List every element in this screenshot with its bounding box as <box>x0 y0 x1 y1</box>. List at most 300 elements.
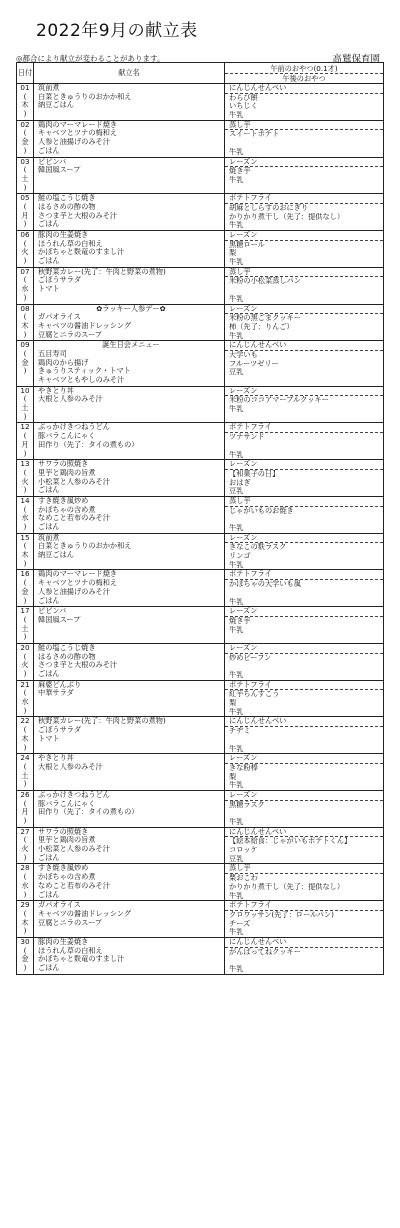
pm-snack: 牛乳 <box>229 928 244 937</box>
menu-item <box>34 625 224 634</box>
menu-item: かぼちゃと麩竜のすまし汁 <box>38 955 125 964</box>
weekday: 金 <box>21 954 29 964</box>
am-snack: レーズン <box>225 158 383 168</box>
menu-item: 田作り（先了：タイの煮もの） <box>38 440 139 449</box>
paren: ( <box>23 614 27 624</box>
table-row <box>17 460 384 497</box>
pm-snack: 牛乳 <box>229 221 244 230</box>
table-row <box>17 607 384 644</box>
menu-cell <box>34 901 225 938</box>
date-cell <box>17 790 34 827</box>
menu-cell <box>34 754 225 791</box>
menu-cell <box>34 423 225 460</box>
table-row <box>17 717 384 754</box>
menu-item <box>34 817 224 826</box>
snack-cell <box>225 386 384 423</box>
menu-item <box>34 780 224 789</box>
spacer <box>17 376 33 385</box>
page-title: 2022年9月の献立表 <box>36 21 198 41</box>
menu-item: ぶっかけきつねうどん <box>38 423 110 432</box>
pm-snack: 大学いも <box>229 350 258 359</box>
day-number: 06 <box>20 230 30 239</box>
paren: ) <box>23 926 27 936</box>
snack-cell <box>225 267 384 304</box>
menu-item: かぼちゃの含め煮 <box>38 873 96 882</box>
day-number: 26 <box>20 789 30 799</box>
paren: ) <box>23 779 27 789</box>
paren: ) <box>23 219 27 229</box>
pm-snack: 【絵本給食：じゃがいもポテトくん】 <box>229 837 352 846</box>
menu-item <box>34 110 224 119</box>
pm-snack: 胡麻としらすのおにぎり <box>229 203 309 212</box>
menu-item: ほうれん草の白和え <box>38 239 103 248</box>
table-row <box>17 194 384 231</box>
weekday: 火 <box>21 476 29 486</box>
menu-item: 小松菜と人参のみそ汁 <box>38 477 110 486</box>
paren: ) <box>23 742 27 752</box>
menu-item: 韓国風スープ <box>38 166 81 175</box>
am-snack: ポテトフライ <box>225 681 383 691</box>
menu-item: キャベツの醤油ドレッシング <box>38 909 132 918</box>
day-number: 21 <box>20 679 30 689</box>
menu-cell <box>34 386 225 423</box>
snack-cell <box>225 341 384 386</box>
paren: ( <box>23 312 27 322</box>
date-cell <box>17 386 34 423</box>
pm-snack <box>225 185 383 194</box>
am-snack: 蒸し芋 <box>225 497 383 507</box>
pm-snack: 炒めビーフン <box>229 653 272 662</box>
pm-snack <box>225 414 383 423</box>
menu-item: 鶏肉のから揚げ <box>38 358 89 367</box>
paren: ( <box>23 725 27 735</box>
date-cell <box>17 231 34 268</box>
am-snack: ポテトフライ <box>225 194 383 204</box>
weekday: 月 <box>21 439 29 449</box>
weekday: 火 <box>21 844 29 854</box>
menu-cell <box>34 84 225 121</box>
pm-snack <box>225 634 383 643</box>
table-row <box>17 533 384 570</box>
table-row <box>17 231 384 268</box>
paren: ) <box>23 595 27 605</box>
pm-snack <box>225 286 383 295</box>
date-cell <box>17 570 34 607</box>
pm-snack: 牛乳 <box>229 744 244 753</box>
weekday: 水 <box>21 284 29 294</box>
menu-item: はるさめの酢の物 <box>38 652 96 661</box>
day-number: 05 <box>20 193 30 203</box>
pm-snack: 梨 <box>229 772 237 781</box>
snack-cell <box>225 901 384 938</box>
snack-cell <box>225 937 384 974</box>
menu-item <box>34 707 224 716</box>
day-number: 03 <box>20 156 30 166</box>
pm-snack: スイートポテト <box>229 130 280 139</box>
menu-item: 白菜ときゅうりのおかか和え <box>38 92 132 101</box>
pm-snack: 柿（先了：りんご） <box>229 322 294 331</box>
menu-item: 小松菜と人参のみそ汁 <box>38 845 110 854</box>
day-number: 02 <box>20 119 30 129</box>
paren: ( <box>23 835 27 845</box>
pm-snack: 米粉のココアマーブルクッキー <box>229 396 329 405</box>
menu-item <box>34 413 224 422</box>
day-number: 12 <box>20 422 30 432</box>
paren: ) <box>23 889 27 899</box>
menu-item: トマト <box>38 734 60 743</box>
menu-item: ビビンバ <box>38 157 67 166</box>
date-cell <box>17 680 34 717</box>
menu-item: ごはん <box>38 523 60 531</box>
menu-item <box>34 175 224 184</box>
menu-item: サワラの照焼き <box>38 460 89 469</box>
school-name: 高鷲保育園 <box>332 54 380 65</box>
menu-column-header: 献立名 <box>34 63 225 84</box>
weekday: 月 <box>21 210 29 220</box>
day-number: 30 <box>20 936 30 946</box>
snack-cell <box>225 231 384 268</box>
day-number: 17 <box>20 606 30 616</box>
weekday: 土 <box>21 623 29 633</box>
menu-item: 人参と油揚げのみそ汁 <box>38 138 110 147</box>
am-snack: レーズン <box>225 607 383 617</box>
paren: ( <box>23 798 27 808</box>
pm-snack: 豆乳 <box>229 368 244 377</box>
snack-cell <box>225 157 384 194</box>
special-event-label: 誕生日会メニュー <box>102 341 160 350</box>
pm-snack: チーズ <box>229 919 251 928</box>
menu-item: ごぼうサラダ <box>38 276 82 285</box>
menu-cell <box>34 680 225 717</box>
pm-snack: 豆乳 <box>229 854 244 863</box>
menu-item: なめこと若布のみそ汁 <box>38 881 110 890</box>
table-row <box>17 864 384 901</box>
paren: ) <box>23 256 27 266</box>
menu-item <box>34 698 224 707</box>
paren: ( <box>23 872 27 882</box>
day-number: 27 <box>20 826 30 836</box>
pm-snack: 牛乳 <box>229 147 244 156</box>
menu-item: ごはん <box>38 146 60 155</box>
snack-cell <box>225 194 384 231</box>
pm-snack: リンゴ <box>229 552 251 561</box>
menu-item: ガパオライス <box>38 901 81 910</box>
menu-item: 麻婆どんぶり <box>38 680 82 689</box>
snack-cell <box>225 120 384 157</box>
date-cell <box>17 533 34 570</box>
am-snack: レーズン <box>225 387 383 397</box>
date-column-header: 日付 <box>17 63 34 84</box>
menu-change-note: ◎都合により献立が変わることがあります。 <box>16 54 165 63</box>
pm-snack: 牛乳 <box>229 818 244 826</box>
paren: ) <box>23 558 27 568</box>
menu-item: 筑前煮 <box>38 533 60 542</box>
pm-snack: チヂミ <box>229 727 251 736</box>
date-cell <box>17 423 34 460</box>
day-number: 22 <box>20 716 30 726</box>
paren: ) <box>23 182 27 192</box>
table-row <box>17 570 384 607</box>
date-cell <box>17 267 34 304</box>
table-row <box>17 157 384 194</box>
paren: ) <box>23 109 27 119</box>
menu-cell <box>34 341 225 386</box>
menu-item: 鶏肉のマーマレード焼き <box>38 570 118 579</box>
snack-cell <box>225 643 384 680</box>
weekday: 金 <box>21 137 29 147</box>
am-snack: レーズン <box>225 534 383 544</box>
day-number: 29 <box>20 900 30 910</box>
paren: ) <box>23 669 27 678</box>
day-number: 07 <box>20 266 30 276</box>
pm-snack: きなこの麩ラスク <box>229 543 287 552</box>
pm-snack: 豆乳 <box>229 487 244 496</box>
paren: ( <box>23 165 27 175</box>
special-event-label: ✿ラッキー人参デー✿ <box>96 304 166 313</box>
snack-cell <box>225 827 384 864</box>
snack-cell <box>225 423 384 460</box>
pm-snack: かぼちゃの大学いも風 <box>229 580 301 589</box>
menu-item: 納豆ごはん <box>38 551 74 560</box>
menu-cell <box>34 533 225 570</box>
date-cell <box>17 901 34 938</box>
paren: ) <box>23 963 27 972</box>
menu-item <box>34 927 224 936</box>
date-cell <box>17 827 34 864</box>
menu-item: 豆腐とニラのスープ <box>38 330 102 339</box>
menu-item: サワラの照焼き <box>38 827 89 836</box>
menu-item: 人参と油揚げのみそ汁 <box>38 587 110 596</box>
pm-snack: わらび餅 <box>229 93 258 102</box>
menu-cell <box>34 267 225 304</box>
menu-item <box>34 450 224 459</box>
menu-item: 豚バラこんにゃく <box>38 432 96 441</box>
menu-item: なめこと若布のみそ汁 <box>38 514 110 523</box>
paren: ( <box>23 688 27 698</box>
menu-item <box>34 294 224 303</box>
weekday: 木 <box>21 917 29 927</box>
pm-snack: 牛乳 <box>229 258 244 267</box>
pm-snack-header: 午後のおやつ <box>282 73 326 83</box>
day-number: 15 <box>20 532 30 542</box>
menu-rows <box>17 84 384 975</box>
paren: ( <box>23 128 27 138</box>
menu-item: さつま芋と大根のみそ汁 <box>38 211 118 220</box>
weekday: 土 <box>21 403 29 413</box>
weekday: 水 <box>21 880 29 890</box>
menu-item: ごはん <box>38 670 60 678</box>
pm-snack: いちじく <box>229 102 258 111</box>
weekday: 木 <box>21 550 29 560</box>
menu-item: キャベツとツナの梅和え <box>38 129 118 138</box>
menu-item: ごはん <box>38 964 60 972</box>
date-cell <box>17 304 34 341</box>
weekday: 火 <box>21 660 29 670</box>
am-snack: 蒸し芋 <box>225 864 383 874</box>
weekday: 木 <box>21 100 29 110</box>
pm-snack: じゃがいものお焼き <box>229 506 294 515</box>
weekday: 木 <box>21 733 29 743</box>
menu-item: 秋野菜カレー(先了：牛肉と野菜の煮物) <box>38 717 166 726</box>
menu-item: 五目寿司 <box>38 349 67 358</box>
menu-item <box>34 184 224 193</box>
menu-item: かぼちゃの含め煮 <box>38 505 96 514</box>
menu-cell <box>34 937 225 974</box>
menu-item: キャベツとツナの梅和え <box>38 579 118 588</box>
am-snack: レーズン <box>225 644 383 654</box>
menu-cell <box>34 460 225 497</box>
menu-item: 大根と人参のみそ汁 <box>38 762 103 771</box>
menu-item: ガパオライス <box>38 313 81 322</box>
snack-cell <box>225 754 384 791</box>
pm-snack: 牛乳 <box>229 524 244 532</box>
day-number: 16 <box>20 569 30 579</box>
am-snack: レーズン <box>225 791 383 801</box>
pm-snack: 黒糖ロール <box>229 240 265 249</box>
date-cell <box>17 937 34 974</box>
menu-item: 納豆ごはん <box>38 101 74 110</box>
menu-item: 田作り（先了：タイの煮もの） <box>38 808 139 817</box>
menu-item: 大根と人参のみそ汁 <box>38 395 103 404</box>
day-number: 14 <box>20 495 30 505</box>
am-snack: にんじんせんべい <box>225 84 383 94</box>
menu-item: 筑前煮 <box>38 84 60 92</box>
day-number: 10 <box>20 385 30 395</box>
menu-item: やきとり丼 <box>38 386 74 395</box>
pm-snack: かりかり煮干し（先了：提供なし） <box>229 212 345 221</box>
table-row <box>17 901 384 938</box>
paren: ) <box>23 448 27 458</box>
menu-item: ごはん <box>38 486 60 495</box>
weekday: 金 <box>21 586 29 596</box>
menu-item: ごはん <box>38 257 60 266</box>
paren: ( <box>23 761 27 771</box>
table-row <box>17 84 384 121</box>
date-cell <box>17 157 34 194</box>
menu-cell <box>34 304 225 341</box>
pm-snack: 牛乳 <box>229 891 244 900</box>
day-number: 13 <box>20 459 30 469</box>
pm-snack: 牛乳 <box>229 331 244 340</box>
menu-item <box>34 772 224 781</box>
date-cell <box>17 120 34 157</box>
paren: ) <box>23 816 27 825</box>
snack-cell <box>225 790 384 827</box>
pm-snack <box>225 442 383 451</box>
table-row <box>17 827 384 864</box>
snack-cell <box>225 680 384 717</box>
menu-item: 里芋と鶏肉の旨煮 <box>38 468 96 477</box>
menu-item: 鮭の塩こうじ焼き <box>38 643 96 652</box>
paren: ( <box>23 201 27 211</box>
menu-item: キャベツの醤油ドレッシング <box>38 321 132 330</box>
table-row <box>17 937 384 974</box>
pm-snack: 牛乳 <box>229 450 244 459</box>
pm-snack: 梨 <box>229 249 237 258</box>
pm-snack: 牛乳 <box>229 175 244 184</box>
menu-item: 豆腐とニラのスープ <box>38 918 102 927</box>
paren: ) <box>23 852 27 862</box>
snack-cell <box>225 570 384 607</box>
pm-snack: コロッケ <box>229 846 258 855</box>
paren: ) <box>23 411 27 421</box>
date-cell <box>17 864 34 901</box>
pm-snack <box>225 515 383 524</box>
menu-item <box>34 560 224 569</box>
am-snack-header: 午前のおやつ(0.1才) <box>225 64 383 74</box>
weekday: 金 <box>21 357 29 367</box>
pm-snack: 黒糖ラスク <box>229 800 265 809</box>
pm-snack: ツナサンド <box>229 433 265 442</box>
paren: ( <box>23 348 27 358</box>
menu-item: ビビンバ <box>38 607 67 616</box>
menu-cell <box>34 157 225 194</box>
paren: ) <box>23 485 27 495</box>
menu-cell <box>34 790 225 827</box>
date-cell <box>17 84 34 121</box>
menu-cell <box>34 717 225 754</box>
pm-snack: クロワッサン(先了：ロールパン) <box>229 910 334 919</box>
pm-snack <box>225 736 383 745</box>
menu-item <box>34 404 224 413</box>
am-snack: ポテトフライ <box>225 423 383 433</box>
table-row <box>17 304 384 341</box>
day-number: 28 <box>20 863 30 873</box>
paren: ( <box>23 431 27 441</box>
pm-snack <box>225 589 383 598</box>
pm-snack: きな粉棒 <box>229 763 258 772</box>
menu-item: ごぼうサラダ <box>38 726 82 735</box>
menu-item: かぼちゃと麩竜のすまし汁 <box>38 248 125 257</box>
menu-item: ごはん <box>38 220 60 229</box>
pm-snack: 牛乳 <box>229 625 244 634</box>
day-number: 09 <box>20 340 30 350</box>
date-cell <box>17 754 34 791</box>
menu-item: 鮭の塩こうじ焼き <box>38 194 96 203</box>
am-snack: レーズン <box>225 460 383 470</box>
pm-snack: 牛乳 <box>229 405 244 414</box>
table-row <box>17 341 384 386</box>
menu-item: はるさめの酢の物 <box>38 202 96 211</box>
menu-item: 中華サラダ <box>38 689 74 698</box>
snack-cell <box>225 717 384 754</box>
table-row <box>17 643 384 680</box>
am-snack: ポテトフライ <box>225 570 383 580</box>
paren: ) <box>23 366 27 376</box>
day-number: 20 <box>20 642 30 652</box>
paren: ( <box>23 945 27 955</box>
paren: ( <box>23 651 27 661</box>
snack-column-header <box>225 63 384 84</box>
paren: ) <box>23 632 27 642</box>
paren: ( <box>23 908 27 918</box>
pm-snack <box>225 809 383 818</box>
weekday: 水 <box>21 513 29 523</box>
snack-cell <box>225 864 384 901</box>
pm-snack <box>225 139 383 148</box>
paren: ( <box>23 504 27 514</box>
day-number: 24 <box>20 753 30 763</box>
menu-cell <box>34 864 225 901</box>
menu-table <box>16 62 384 975</box>
menu-cell <box>34 194 225 231</box>
table-row <box>17 120 384 157</box>
pm-snack: 牛乳 <box>229 597 244 606</box>
date-cell <box>17 717 34 754</box>
paren: ) <box>23 329 27 339</box>
day-number: 01 <box>20 83 30 92</box>
paren: ( <box>23 541 27 551</box>
